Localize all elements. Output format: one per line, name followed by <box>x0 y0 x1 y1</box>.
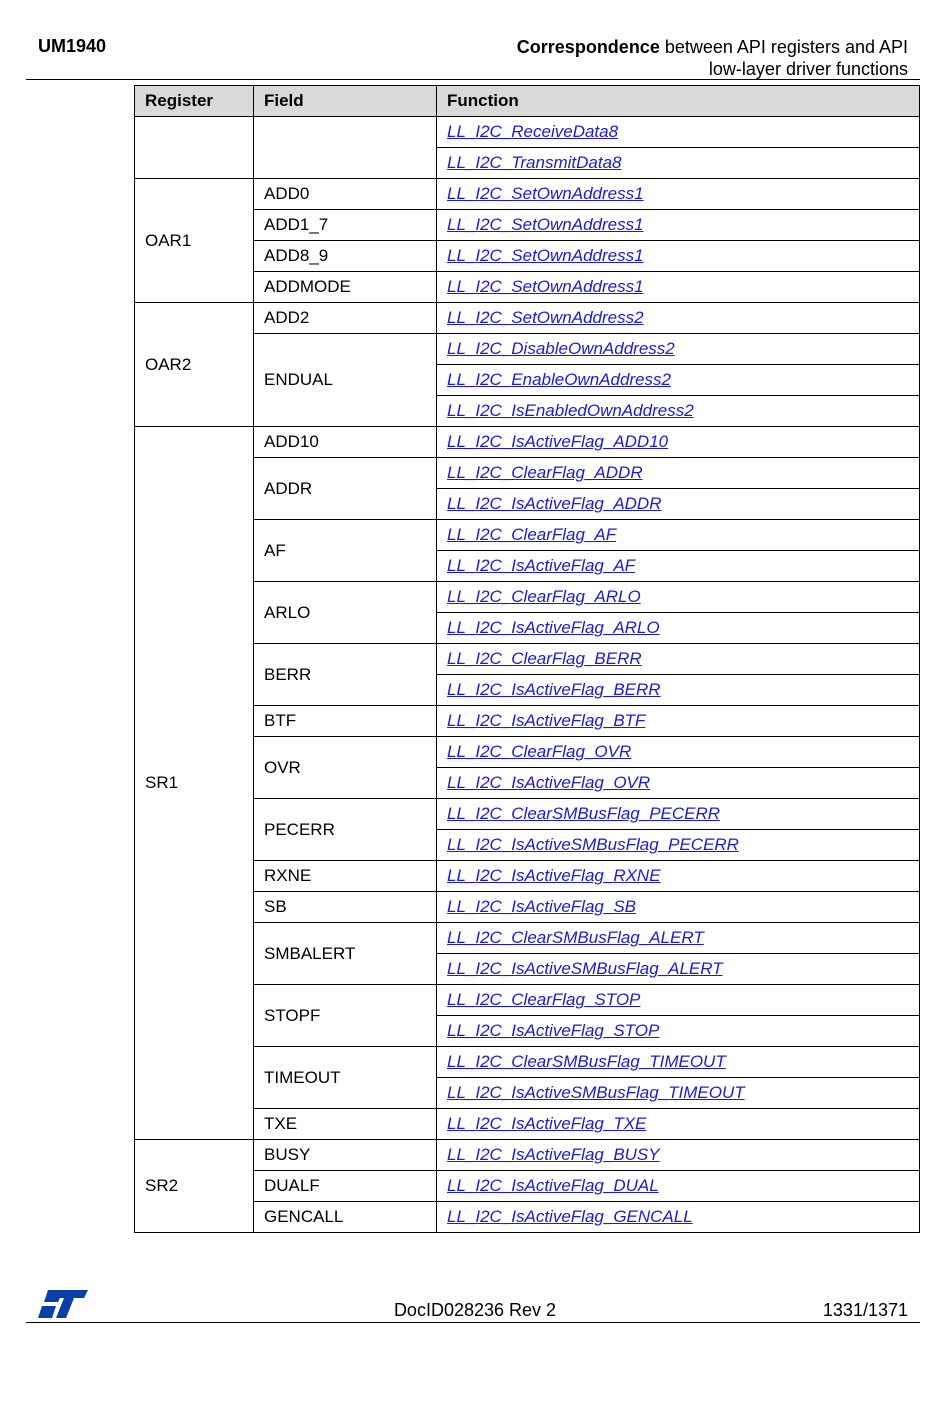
field-cell: SB <box>254 892 437 923</box>
header-title-line2: low-layer driver functions <box>708 59 908 79</box>
field-cell: ENDUAL <box>254 334 437 427</box>
field-cell: BERR <box>254 644 437 706</box>
table-row <box>135 427 920 458</box>
function-link[interactable]: LL_I2C_IsActiveFlag_ARLO <box>437 613 920 644</box>
function-link[interactable]: LL_I2C_IsActiveFlag_SB <box>437 892 920 923</box>
field-cell: GENCALL <box>254 1202 437 1233</box>
function-link[interactable]: LL_I2C_IsActiveSMBusFlag_ALERT <box>437 954 920 985</box>
field-cell: OVR <box>254 737 437 799</box>
function-link[interactable]: LL_I2C_IsActiveFlag_ADD10 <box>437 427 920 458</box>
page-header-title <box>517 36 908 80</box>
function-link[interactable]: LL_I2C_ClearSMBusFlag_PECERR <box>437 799 920 830</box>
function-link[interactable]: LL_I2C_ClearSMBusFlag_ALERT <box>437 923 920 954</box>
function-link[interactable]: LL_I2C_SetOwnAddress1 <box>437 179 920 210</box>
field-cell: DUALF <box>254 1171 437 1202</box>
header-title-bold: Correspondence <box>516 37 660 57</box>
footer-divider <box>26 1322 920 1323</box>
function-link[interactable]: LL_I2C_IsActiveFlag_DUAL <box>437 1171 920 1202</box>
register-cell: SR2 <box>135 1140 254 1233</box>
function-link[interactable]: LL_I2C_SetOwnAddress2 <box>437 303 920 334</box>
field-cell: TIMEOUT <box>254 1047 437 1109</box>
header-divider <box>26 79 920 80</box>
field-cell: STOPF <box>254 985 437 1047</box>
header-title-rest: between API registers and API <box>659 37 908 57</box>
function-link[interactable]: LL_I2C_IsActiveFlag_BERR <box>437 675 920 706</box>
function-link[interactable]: LL_I2C_ClearFlag_STOP <box>437 985 920 1016</box>
field-cell: PECERR <box>254 799 437 861</box>
field-cell: ADD8_9 <box>254 241 437 272</box>
function-link[interactable]: LL_I2C_IsActiveFlag_STOP <box>437 1016 920 1047</box>
field-cell: BTF <box>254 706 437 737</box>
function-link[interactable]: LL_I2C_DisableOwnAddress2 <box>437 334 920 365</box>
table-row <box>135 117 920 148</box>
field-cell: SMBALERT <box>254 923 437 985</box>
table-row <box>135 303 920 334</box>
function-link[interactable]: LL_I2C_IsActiveFlag_TXE <box>437 1109 920 1140</box>
function-link[interactable]: LL_I2C_IsActiveFlag_BUSY <box>437 1140 920 1171</box>
function-link[interactable]: LL_I2C_ReceiveData8 <box>437 117 920 148</box>
field-cell: ADD0 <box>254 179 437 210</box>
function-link[interactable]: LL_I2C_IsActiveFlag_ADDR <box>437 489 920 520</box>
register-cell: SR1 <box>135 427 254 1140</box>
field-cell <box>254 117 437 179</box>
field-cell: ADDR <box>254 458 437 520</box>
table-body <box>135 117 920 1233</box>
function-link[interactable]: LL_I2C_SetOwnAddress1 <box>437 241 920 272</box>
page-number: 1331/1371 <box>822 1300 908 1320</box>
function-link[interactable]: LL_I2C_ClearFlag_ARLO <box>437 582 920 613</box>
function-link[interactable]: LL_I2C_ClearFlag_AF <box>437 520 920 551</box>
function-link[interactable]: LL_I2C_SetOwnAddress1 <box>437 210 920 241</box>
function-link[interactable]: LL_I2C_IsActiveSMBusFlag_PECERR <box>437 830 920 861</box>
field-cell: ADD1_7 <box>254 210 437 241</box>
field-cell: TXE <box>254 1109 437 1140</box>
field-cell: ADDMODE <box>254 272 437 303</box>
field-cell: RXNE <box>254 861 437 892</box>
function-link[interactable]: LL_I2C_IsEnabledOwnAddress2 <box>437 396 920 427</box>
field-cell: AF <box>254 520 437 582</box>
function-link[interactable]: LL_I2C_EnableOwnAddress2 <box>437 365 920 396</box>
column-header-register: Register <box>135 86 254 117</box>
doc-code: UM1940 <box>38 36 107 56</box>
table-row <box>135 1140 920 1171</box>
field-cell: ADD2 <box>254 303 437 334</box>
doc-id: DocID028236 Rev 2 <box>393 1300 557 1320</box>
function-link[interactable]: LL_I2C_IsActiveSMBusFlag_TIMEOUT <box>437 1078 920 1109</box>
table-row <box>135 179 920 210</box>
function-link[interactable]: LL_I2C_IsActiveFlag_RXNE <box>437 861 920 892</box>
register-cell: OAR1 <box>135 179 254 303</box>
register-function-table <box>134 85 920 1233</box>
function-link[interactable]: LL_I2C_IsActiveFlag_GENCALL <box>437 1202 920 1233</box>
function-link[interactable]: LL_I2C_ClearSMBusFlag_TIMEOUT <box>437 1047 920 1078</box>
register-cell: OAR2 <box>135 303 254 427</box>
field-cell: BUSY <box>254 1140 437 1171</box>
field-cell: ARLO <box>254 582 437 644</box>
function-link[interactable]: LL_I2C_ClearFlag_ADDR <box>437 458 920 489</box>
table-header-row <box>135 86 920 117</box>
function-link[interactable]: LL_I2C_IsActiveFlag_OVR <box>437 768 920 799</box>
header-title-line1 <box>517 36 908 58</box>
function-link[interactable]: LL_I2C_TransmitData8 <box>437 148 920 179</box>
function-link[interactable]: LL_I2C_SetOwnAddress1 <box>437 272 920 303</box>
function-link[interactable]: LL_I2C_ClearFlag_BERR <box>437 644 920 675</box>
column-header-function: Function <box>437 86 920 117</box>
function-link[interactable]: LL_I2C_ClearFlag_OVR <box>437 737 920 768</box>
function-link[interactable]: LL_I2C_IsActiveFlag_AF <box>437 551 920 582</box>
field-cell: ADD10 <box>254 427 437 458</box>
column-header-field: Field <box>254 86 437 117</box>
function-link[interactable]: LL_I2C_IsActiveFlag_BTF <box>437 706 920 737</box>
logo-text: ST <box>38 1288 40 1289</box>
register-cell <box>135 117 254 179</box>
